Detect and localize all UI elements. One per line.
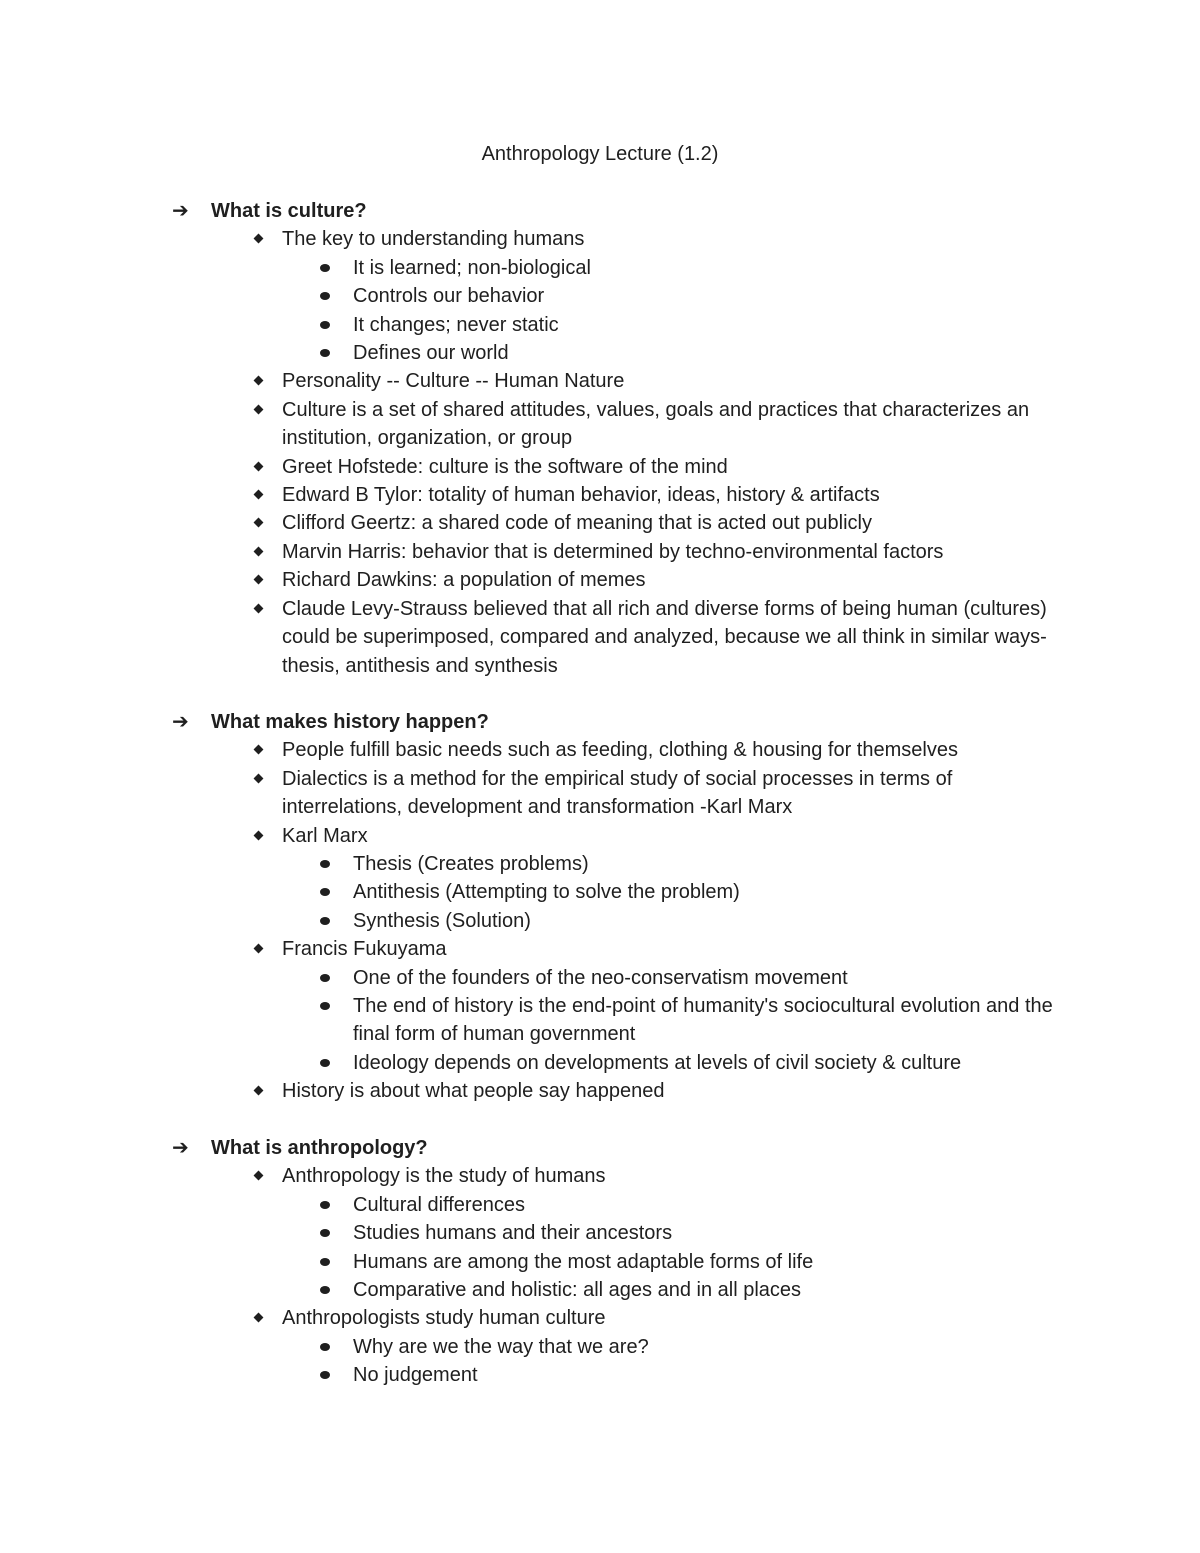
list-item: Dialectics is a method for the empirical study of social processes in terms of interrelations, development and transformation -Karl Marx bbox=[172, 765, 1062, 822]
list-item: Synthesis (Solution) bbox=[172, 907, 1053, 935]
list-item: Edward B Tylor: totality of human behavior, ideas, history & artifacts bbox=[172, 481, 1062, 509]
list-item: Culture is a set of shared attitudes, values, goals and practices that characterizes an institution, organization, or group bbox=[172, 396, 1062, 453]
list-item: Antithesis (Attempting to solve the problem) bbox=[172, 878, 1053, 906]
dot-bullet-icon bbox=[320, 888, 330, 896]
dot-bullet-icon bbox=[320, 321, 330, 329]
section-what-is-anthropology bbox=[172, 1134, 1072, 1390]
diamond-bullet-icon bbox=[254, 745, 264, 755]
arrow-right-icon: ➔ bbox=[172, 200, 189, 222]
dot-bullet-icon bbox=[320, 292, 330, 300]
section-heading-text: What is culture? bbox=[211, 200, 367, 222]
section-what-makes-history-happen bbox=[172, 708, 1072, 1106]
list-item: History is about what people say happened bbox=[172, 1077, 1062, 1105]
diamond-bullet-icon bbox=[254, 234, 264, 244]
diamond-bullet-icon bbox=[254, 404, 264, 414]
list-item: It changes; never static bbox=[172, 311, 1053, 339]
dot-bullet-icon bbox=[320, 1258, 330, 1266]
section-heading bbox=[172, 708, 1072, 736]
list-item: Clifford Geertz: a shared code of meaning that is acted out publicly bbox=[172, 509, 1062, 537]
diamond-bullet-icon bbox=[254, 518, 264, 528]
list-item: Anthropology is the study of humans bbox=[172, 1162, 1062, 1190]
dot-bullet-icon bbox=[320, 1002, 330, 1010]
diamond-bullet-icon bbox=[254, 376, 264, 386]
dot-bullet-icon bbox=[320, 917, 330, 925]
diamond-bullet-icon bbox=[254, 1171, 264, 1181]
list-item: Francis Fukuyama bbox=[172, 935, 1062, 963]
diamond-bullet-icon bbox=[254, 603, 264, 613]
dot-bullet-icon bbox=[320, 1059, 330, 1067]
list-item: Richard Dawkins: a population of memes bbox=[172, 566, 1062, 594]
list-item: Controls our behavior bbox=[172, 282, 1053, 310]
section-heading bbox=[172, 1134, 1072, 1162]
list-item: Karl Marx bbox=[172, 822, 1062, 850]
list-item: Defines our world bbox=[172, 339, 1053, 367]
diamond-bullet-icon bbox=[254, 944, 264, 954]
list-item: Why are we the way that we are? bbox=[172, 1333, 1053, 1361]
list-item: People fulfill basic needs such as feeding, clothing & housing for themselves bbox=[172, 736, 1062, 764]
list-item: One of the founders of the neo-conservatism movement bbox=[172, 964, 1053, 992]
diamond-bullet-icon bbox=[254, 773, 264, 783]
list-item: It is learned; non-biological bbox=[172, 254, 1053, 282]
section-heading-text: What is anthropology? bbox=[211, 1137, 428, 1159]
dot-bullet-icon bbox=[320, 1371, 330, 1379]
diamond-bullet-icon bbox=[254, 546, 264, 556]
list-item: Marvin Harris: behavior that is determined by techno-environmental factors bbox=[172, 538, 1062, 566]
list-item: The key to understanding humans bbox=[172, 225, 1062, 253]
list-item: Studies humans and their ancestors bbox=[172, 1219, 1053, 1247]
section-heading-text: What makes history happen? bbox=[211, 711, 489, 733]
list-item: Anthropologists study human culture bbox=[172, 1304, 1062, 1332]
list-item: Greet Hofstede: culture is the software of the mind bbox=[172, 453, 1062, 481]
diamond-bullet-icon bbox=[254, 830, 264, 840]
list-item: Personality -- Culture -- Human Nature bbox=[172, 367, 1062, 395]
dot-bullet-icon bbox=[320, 1286, 330, 1294]
list-item: Humans are among the most adaptable forms of life bbox=[172, 1248, 1053, 1276]
dot-bullet-icon bbox=[320, 974, 330, 982]
list-item: The end of history is the end-point of humanity's sociocultural evolution and the final form of human government bbox=[172, 992, 1053, 1049]
dot-bullet-icon bbox=[320, 1343, 330, 1351]
diamond-bullet-icon bbox=[254, 575, 264, 585]
dot-bullet-icon bbox=[320, 1229, 330, 1237]
dot-bullet-icon bbox=[320, 1201, 330, 1209]
list-item: Thesis (Creates problems) bbox=[172, 850, 1053, 878]
diamond-bullet-icon bbox=[254, 1086, 264, 1096]
list-item: No judgement bbox=[172, 1361, 1053, 1389]
arrow-right-icon: ➔ bbox=[172, 711, 189, 733]
list-item: Claude Levy-Strauss believed that all rich and diverse forms of being human (cultures) could be superimposed, compared and analyzed, because we all think in similar ways- thesis, antithesis and synthesis bbox=[172, 595, 1062, 680]
dot-bullet-icon bbox=[320, 264, 330, 272]
diamond-bullet-icon bbox=[254, 461, 264, 471]
section-what-is-culture bbox=[172, 197, 1072, 680]
arrow-right-icon: ➔ bbox=[172, 1137, 189, 1159]
diamond-bullet-icon bbox=[254, 1313, 264, 1323]
diamond-bullet-icon bbox=[254, 490, 264, 500]
list-item: Cultural differences bbox=[172, 1191, 1053, 1219]
section-heading bbox=[172, 197, 1072, 225]
list-item: Comparative and holistic: all ages and in all places bbox=[172, 1276, 1053, 1304]
list-item: Ideology depends on developments at levels of civil society & culture bbox=[172, 1049, 1053, 1077]
dot-bullet-icon bbox=[320, 349, 330, 357]
dot-bullet-icon bbox=[320, 860, 330, 868]
document-title: Anthropology Lecture (1.2) bbox=[481, 143, 719, 165]
